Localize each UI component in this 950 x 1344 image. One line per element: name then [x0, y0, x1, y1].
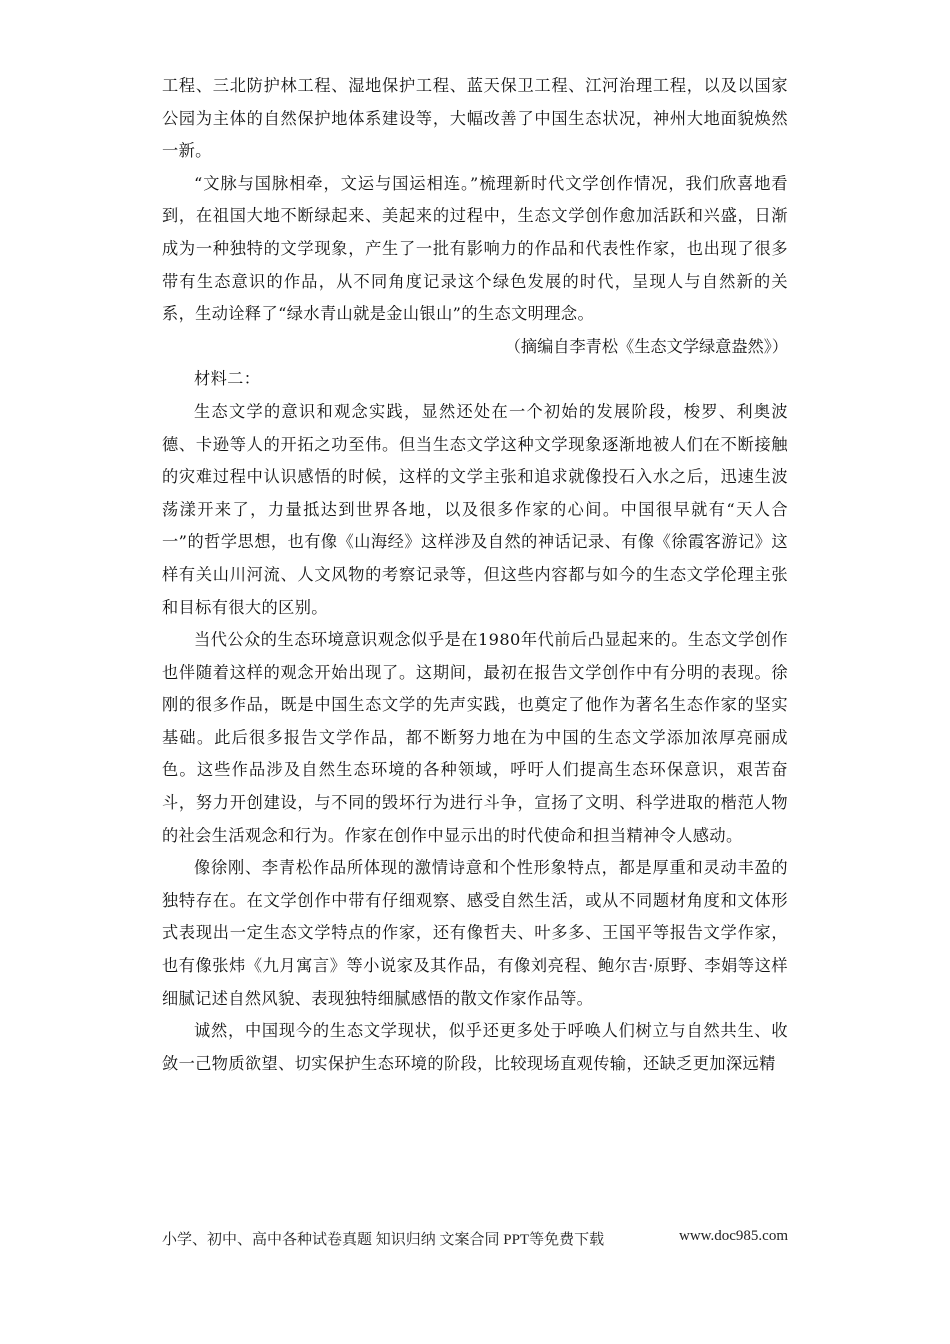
paragraph-3: 生态文学的意识和观念实践，显然还处在一个初始的发展阶段，梭罗、利奥波德、卡逊等人的开拓之功至伟。但当生态文学这种文学现象逐渐地被人们在不断接触的灾难过程中认识感悟的时候，这样的文学主张和追求就像投石入水之后，迅速生波荡漾开来了，力量抵达到世界各地，以及很多作家的心间。中国很早就有“天人合一”的哲学思想，也有像《山海经》这样涉及自然的神话记录、有像《徐霞客游记》这样有关山川河流、人文风物的考察记录等，但这些内容都与如今的生态文学伦理主张和目标有很大的区别。: [162, 401, 788, 617]
section-heading: 材料二：: [194, 369, 261, 389]
document-body: [162, 70, 788, 1080]
paragraph-1: 工程、三北防护林工程、湿地保护工程、蓝天保卫工程、江河治理工程，以及以国家公园为主体的自然保护地体系建设等，大幅改善了中国生态状况，神州大地面貌焕然一新。: [162, 76, 788, 161]
footer-link[interactable]: www.doc985.com: [678, 1228, 788, 1244]
paragraph-2: “文脉与国脉相牵，文运与国运相连。”梳理新时代文学创作情况，我们欣喜地看到，在祖国大地不断绿起来、美起来的过程中，生态文学创作愈加活跃和兴盛，日渐成为一种独特的文学现象，产生了一批有影响力的作品和代表性作家，也出现了很多带有生态意识的作品，从不同角度记录这个绿色发展的时代，呈现人与自然新的关系，生动诠释了“绿水青山就是金山银山”的生态文明理念。: [162, 173, 788, 324]
source-citation: （摘编自李青松《生态文学绿意盎然》）: [504, 336, 788, 356]
footer-text: 小学、初中、高中各种试卷真题 知识归纳 文案合同 PPT等免费下载: [162, 1232, 605, 1248]
page-footer: [162, 1228, 788, 1249]
paragraph-6: 诚然，中国现今的生态文学现状，似乎还更多处于呼唤人们树立与自然共生、收敛一己物质欲望、切实保护生态环境的阶段，比较现场直观传输，还缺乏更加深远精: [162, 1021, 788, 1073]
paragraph-4: 当代公众的生态环境意识观念似乎是在1980年代前后凸显起来的。生态文学创作也伴随着这样的观念开始出现了。这期间，最初在报告文学创作中有分明的表现。徐刚的很多作品，既是中国生态文学的先声实践，也奠定了他作为著名生态作家的坚实基础。此后很多报告文学作品，都不断努力地在为中国的生态文学添加浓厚亮丽成色。这些作品涉及自然生态环境的各种领域，呼吁人们提高生态环保意识，艰苦奋斗，努力开创建设，与不同的毁坏行为进行斗争，宣扬了文明、科学进取的楷范人物的社会生活观念和行为。作家在创作中显示出的时代使命和担当精神令人感动。: [162, 630, 788, 845]
paragraph-5: 像徐刚、李青松作品所体现的激情诗意和个性形象特点，都是厚重和灵动丰盈的独特存在。在文学创作中带有仔细观察、感受自然生活，或从不同题材角度和文体形式表现出一定生态文学特点的作家，还有像哲夫、叶多多、王国平等报告文学作家，也有像张炜《九月寓言》等小说家及其作品，有像刘亮程、鲍尔吉·原野、李娟等这样细腻记述自然风貌、表现独特细腻感悟的散文作家作品等。: [162, 858, 788, 1008]
